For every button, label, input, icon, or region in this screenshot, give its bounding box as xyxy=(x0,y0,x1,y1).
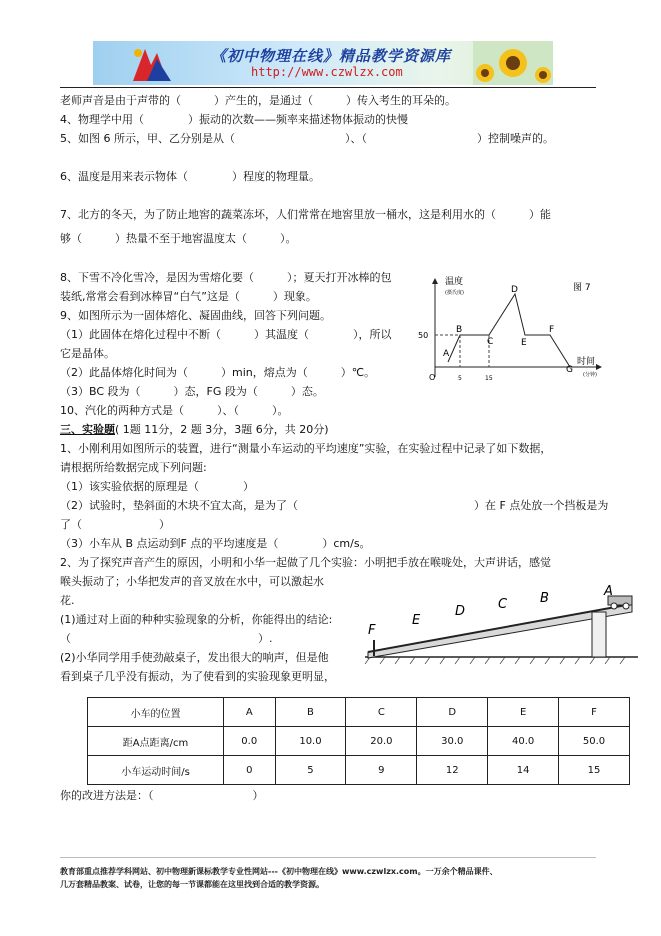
banner-url[interactable]: http://www.czwlzx.com xyxy=(251,65,403,79)
table-cell: 50.0 xyxy=(559,727,630,756)
experiment-2-part3: 你的改进方法是：（ ） xyxy=(60,789,264,802)
header-banner xyxy=(93,41,553,85)
table-row-label: 小车的位置 xyxy=(88,698,224,727)
question-4: 4、物理学中用（ ）振动的次数——频率来描述物体振动的快慢 xyxy=(60,113,408,126)
cart-data-table xyxy=(87,697,630,785)
question-9-part1-line2: 它是晶体。 xyxy=(60,347,115,360)
table-cell: 0.0 xyxy=(224,727,276,756)
question-6: 6、温度是用来表示物体（ ）程度的物理量。 xyxy=(60,170,320,183)
footer-line-1: 教育部重点推荐学科网站、初中物理新课标教学专业性网站---《初中物理在线》www.czwlzx.com。一万余个精品课件、 xyxy=(60,867,498,876)
question-9: 9、如图所示为一固体熔化、凝固曲线，回答下列问题。 xyxy=(60,309,331,322)
section-3-heading xyxy=(60,423,329,437)
experiment-2-part2-line1: (2)小华同学用手使劲敲桌子，发出很大的响声，但是他 xyxy=(60,651,329,664)
x-axis-arrow-icon xyxy=(596,364,602,370)
table-cell: F xyxy=(559,698,630,727)
table-cell: 5 xyxy=(275,756,346,785)
point-label-e: E xyxy=(521,338,527,348)
table-cell: C xyxy=(346,698,417,727)
experiment-1-part1: （1）该实验依据的原理是（ ） xyxy=(60,480,254,493)
x-axis-unit: (分钟) xyxy=(583,372,597,378)
table-cell: 30.0 xyxy=(417,727,488,756)
point-label-b: B xyxy=(456,325,463,335)
point-label-f: F xyxy=(549,325,555,335)
ramp-point-c: C xyxy=(498,597,508,612)
table-cell: 0 xyxy=(224,756,276,785)
y-axis-arrow-icon xyxy=(432,278,438,284)
cart-wheel-icon xyxy=(611,603,617,609)
table-row-label: 小车运动时间/s xyxy=(88,756,224,785)
experiment-1-part3: （3）小车从 B 点运动到F 点的平均速度是（ ）cm/s。 xyxy=(60,537,371,550)
table-cell: 40.0 xyxy=(488,727,559,756)
section-3-points: ( 1题 11分，2 题 3分，3题 6分，共 20分) xyxy=(115,423,329,436)
cart-wheel-icon xyxy=(623,603,629,609)
header-divider xyxy=(60,87,596,88)
point-label-a: A xyxy=(443,349,450,359)
question-3-tail: 老师声音是由于声带的（ ）产生的，是通过（ ）传入考生的耳朵的。 xyxy=(60,94,456,107)
table-cell: A xyxy=(224,698,276,727)
y-tick-50: 50 xyxy=(418,331,429,340)
banner-title: 《初中物理在线》精品教学资源库 xyxy=(211,47,452,65)
sunflower-image xyxy=(473,41,553,85)
table-cell: 9 xyxy=(346,756,417,785)
x-tick-15: 15 xyxy=(485,375,493,382)
figure-label: 图 7 xyxy=(573,283,591,293)
x-axis-label: 时间 xyxy=(577,357,596,367)
experiment-2-part1-line1: (1)通过对上面的种种实验现象的分析，你能得出的结论: xyxy=(60,613,333,626)
y-axis-label: 温度 xyxy=(445,277,464,287)
table-row xyxy=(88,698,630,727)
experiment-1-line1: 1、小刚利用如图所示的装置，进行“测量小车运动的平均速度”实验，在实验过程中记录了如下数据， xyxy=(60,442,552,455)
question-7-line1: 7、北方的冬天，为了防止地窖的蔬菜冻坏，人们常常在地窖里放一桶水，这是利用水的（ ）能 xyxy=(60,208,551,221)
ramp-point-a: A xyxy=(604,584,613,599)
section-3-title: 三、实验题 xyxy=(60,423,115,436)
footer-line-2: 几万套精品教案、试卷，让您的每一节课都能在这里找到合适的教学资源。 xyxy=(60,880,324,889)
origin-label: O xyxy=(429,373,436,382)
question-9-part1-line1: （1）此固体在熔化过程中不断（ ）其温度（ ），所以 xyxy=(60,328,392,341)
ramp-point-d: D xyxy=(455,604,466,619)
support-block xyxy=(592,612,606,657)
table-cell: 15 xyxy=(559,756,630,785)
question-7-line2: 够（ ）热量不至于地窖温度太（ ）。 xyxy=(60,232,297,245)
experiment-1-part2-line2: 了（ ） xyxy=(60,518,170,531)
experiment-1-line2: 请根据所给数据完成下列问题: xyxy=(60,461,207,474)
experiment-2-line2: 喉头振动了；小华把发声的音叉放在水中，可以激起水 xyxy=(60,575,324,588)
experiment-2-line1: 2、为了探究声音产生的原因，小明和小华一起做了几个实验：小明把手放在喉咙处，大声讲话，感觉 xyxy=(60,556,551,569)
question-5: 5、如图 6 所示，甲、乙分别是从（ ）、（ ）控制噪声的。 xyxy=(60,132,554,145)
table-cell: 10.0 xyxy=(275,727,346,756)
y-axis-unit: (摄氏度) xyxy=(445,290,464,296)
table-row xyxy=(88,727,630,756)
experiment-2-part2-line2: 看到桌子几乎没有振动，为了使看到的实验现象更明显， xyxy=(60,670,335,683)
inclined-plane-figure xyxy=(360,582,640,672)
table-cell: 20.0 xyxy=(346,727,417,756)
question-10: 10、汽化的两种方式是（ ）、（ ）。 xyxy=(60,404,289,417)
question-8-line1: 8、下雪不冷化雪冷，是因为雪熔化要（ ）；夏天打开冰棒的包 xyxy=(60,271,392,284)
table-cell: D xyxy=(417,698,488,727)
ramp-point-b: B xyxy=(540,591,549,606)
experiment-2-part1-line2: （ ）. xyxy=(60,632,273,645)
table-row xyxy=(88,756,630,785)
table-cell: 14 xyxy=(488,756,559,785)
experiment-1-part2-line1: （2）试验时，垫斜面的木块不宜太高，是为了（ ）在 F 点处放一个挡板是为 xyxy=(60,499,609,512)
ground-hatching xyxy=(365,657,625,664)
question-9-part3: （3）BC 段为（ ）态，FG 段为（ ）态。 xyxy=(60,385,324,398)
table-row-label: 距A点距离/cm xyxy=(88,727,224,756)
point-label-d: D xyxy=(511,285,518,295)
question-9-part2: （2）此晶体熔化时间为（ ）min，熔点为（ ）℃。 xyxy=(60,366,376,379)
table-cell: B xyxy=(275,698,346,727)
melting-curve-figure xyxy=(415,272,615,390)
ramp-point-f: F xyxy=(368,623,376,638)
table-cell: E xyxy=(488,698,559,727)
experiment-2-line3: 花. xyxy=(60,594,75,607)
site-logo xyxy=(123,41,183,85)
question-8-line2: 装纸,常常会看到冰棒冒“白气”这是（ ）现象。 xyxy=(60,290,317,303)
table-cell: 12 xyxy=(417,756,488,785)
ramp-point-e: E xyxy=(412,613,421,628)
x-tick-5: 5 xyxy=(458,375,462,382)
footer-divider xyxy=(60,857,596,858)
point-label-c: C xyxy=(487,337,494,347)
point-label-g: G xyxy=(566,365,573,375)
